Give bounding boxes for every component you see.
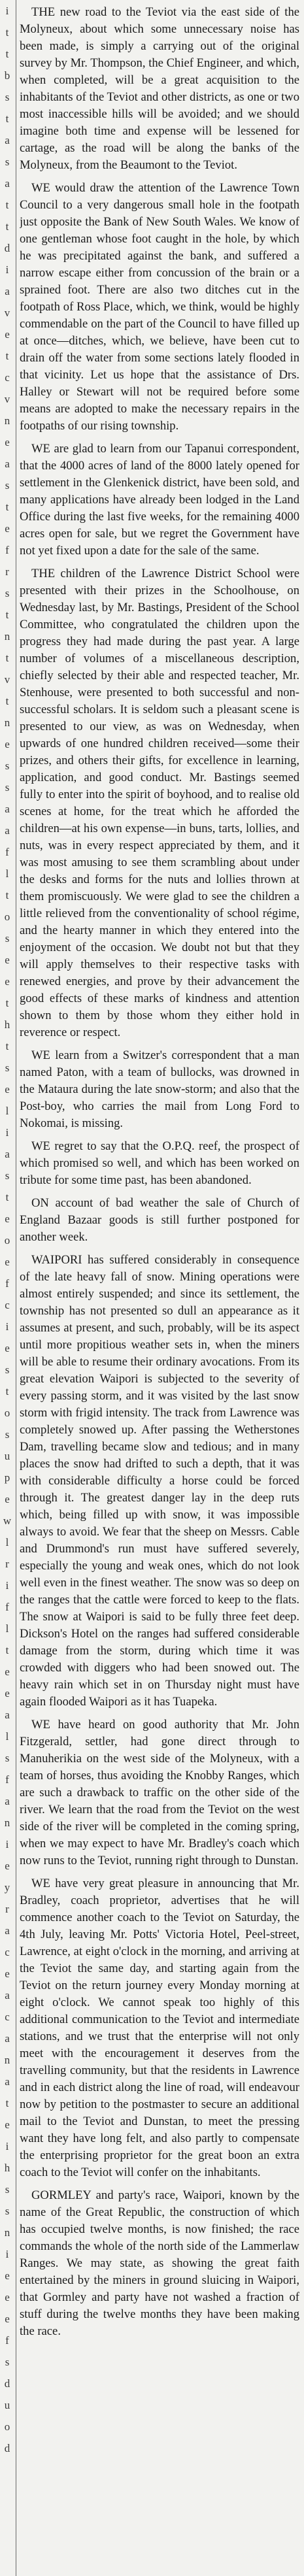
paragraph-footpath-hole: WE would draw the attention of the Lawrence Town Council to a very dangerous small hole in the footpath just opposite the Bank of New South Wales. We know of one gentleman whose foot caught in the hole, by which he was precipitated against the bank, and suffered a narrow escape either from concussion of the brain or a sprained foot. There are also two ditches cut in the footpath of Ross Place, which, we think, would be highly commendable on the part of the Council to have filled up at once—ditches, which, we believe, have been cut to drain off the water from some sections lately flooded in that vicinity. Let us hope that the assistance of Drs. Halley or Stewart will not be required before some means are adopted to make the necessary repairs in the footpaths of our rising township.: [20, 181, 299, 433]
margin-fragment: o: [4, 1234, 10, 1246]
margin-fragment: e: [5, 522, 10, 535]
margin-fragment: t: [5, 2097, 9, 2109]
margin-fragment: e: [5, 738, 10, 750]
margin-fragment: r: [5, 1558, 9, 1570]
margin-fragment: a: [5, 824, 10, 837]
margin-fragment: e: [5, 1342, 10, 1354]
margin-fragment: i: [5, 2248, 9, 2260]
margin-fragment: b: [4, 69, 10, 82]
margin-fragment: t: [5, 199, 9, 211]
margin-fragment: o: [4, 2420, 10, 2433]
margin-fragment: a: [5, 1989, 10, 2001]
margin-fragment: t: [5, 1191, 9, 1203]
margin-fragment: f: [5, 1277, 9, 1290]
paragraph-teviot-coach: WE have very great pleasure in announcing that Mr. Bradley, coach proprietor, advertises that he will commence another coach to the Teviot on Saturday, the 4th July, leaving Mr. Potts' Victoria Hotel, Peel-street, Lawrence, at eight o'clock in the morning, and arriving at the Teviot the same day, and starting again from the Teviot on the return journey every Monday morning at eight o'clock. We cannot speak too highly of this additional communication to the Teviot and intermediate stations, and we trust that the enterprise will not only meet with the encouragement it deserves from the travelling community, but that the residents in Lawrence and in each district along the line of road, will endeavour now by petition to the postmaster to secure an additional mail to the Teviot and Dunstan, to meet the pressing want they have long felt, and also partly to compensate the enterprising proprietor for the great boon an extra coach to the Teviot will confer on the inhabitants.: [20, 1877, 299, 2179]
margin-fragment: c: [5, 2011, 10, 2023]
margin-fragment: d: [4, 2377, 10, 2390]
margin-fragment: s: [5, 479, 10, 492]
margin-fragment: a: [5, 458, 10, 470]
margin-fragment: i: [5, 1126, 9, 1139]
margin-fragment: s: [5, 1363, 10, 1376]
margin-fragment: e: [5, 2118, 10, 2131]
margin-fragment: s: [5, 1169, 10, 1182]
paragraph-gormley-race: GORMLEY and party's race, Waipori, known by the name of the Great Republic, the construction of which has occupied twelve months, is now finished; the race commands the whole of the north side of the Lammerlaw Ranges. We may state, as showing the great faith entertained by the miners in ground sluicing in Waipori, that Gormley and party have not washed a fraction of stuff during the twelve months they have been making the race.: [20, 2188, 299, 2338]
margin-fragment: f: [5, 846, 9, 858]
margin-fragment: e: [5, 2313, 10, 2325]
margin-fragment: s: [5, 2183, 10, 2196]
margin-fragment: t: [5, 1385, 9, 1397]
margin-fragment: t: [5, 220, 9, 233]
margin-fragment: n: [4, 2226, 10, 2239]
margin-fragment: l: [5, 1105, 9, 1117]
margin-fragment: i: [5, 2140, 9, 2152]
margin-fragment: c: [5, 1299, 10, 1311]
margin-fragment: s: [5, 760, 10, 772]
margin-fragment: t: [5, 695, 9, 707]
margin-fragment: r: [5, 565, 9, 578]
news-column: [20, 4, 299, 2573]
margin-fragment: s: [5, 2205, 10, 2217]
margin-fragment: t: [5, 48, 9, 60]
margin-fragment: l: [5, 1730, 9, 1743]
margin-fragment: s: [5, 156, 10, 168]
margin-fragment: f: [5, 544, 9, 556]
margin-fragment: e: [5, 1967, 10, 1980]
margin-fragment: o: [4, 1407, 10, 1419]
paragraph-switzers-drowning: WE learn from a Switzer's correspondent that a man named Paton, with a team of bullocks, was drowned in the Mataura during the late snow-storm; and also that the Post-boy, who carries the mail from Long Ford to Nokomai, is missing.: [20, 1048, 299, 1130]
margin-fragment: e: [5, 2269, 10, 2282]
margin-fragment: a: [5, 177, 10, 190]
margin-fragment: s: [5, 91, 10, 103]
margin-fragment: e: [5, 1083, 10, 1096]
margin-fragment: u: [4, 2399, 10, 2411]
margin-fragment: e: [5, 1493, 10, 1505]
margin-fragment: a: [5, 1795, 10, 1807]
margin-fragment: c: [5, 371, 10, 384]
margin-fragment: s: [5, 932, 10, 945]
paragraph-school-prizes: THE children of the Lawrence District School were presented with their prizes in the Schoolhouse, on Wednesday last, by Mr. Bastings, President of the School Committee, who congratulated the children upon the progress they had made during the past year. A large number of volumes of a miscellaneous description, chiefly selected by their able and respected teacher, Mr. Stenhouse, were presented to both successful and non-successful scholars. It is seldom such a pleasant scene is presented to our view, as was on Wednesday, when upwards of one hundred children received—some their prizes, and others their gifts, for excellence in learning, application, and good conduct. Mr. Bastings seemed fully to enter into the spirit of boyhood, and to realise old scenes at home, for the treat which he afforded the children—at his own expense—in buns, tarts, lollies, and nuts, was in every respect appreciated by them, and it was most amusing to see them scrambling about under the desks and forms for the nuts and lollies thrown at them promiscuously. We were glad to see the children a little relieved from the conventionality of school régime, and the hearty manner in which they entered into the enjoyment of the occasion. We doubt not but that they will apply themselves to their respective tasks with renewed energies, and prove by their advancement the good effects of these marks of kindness and attention shown to them by those whom they either hold in reverence or respect.: [20, 567, 299, 1039]
margin-fragment: t: [5, 350, 9, 362]
margin-fragment: e: [5, 1665, 10, 1678]
margin-fragment: s: [5, 1428, 10, 1441]
margin-fragment: n: [4, 414, 10, 427]
margin-fragment: n: [4, 630, 10, 643]
margin-fragment: t: [5, 501, 9, 513]
margin-fragment: e: [5, 1860, 10, 1872]
margin-fragment: i: [5, 1320, 9, 1333]
margin-fragment: a: [5, 2032, 10, 2045]
margin-fragment: l: [5, 867, 9, 880]
margin-fragment: t: [5, 26, 9, 39]
paragraph-teviot-road: THE new road to the Teviot via the east side of the Molyneux, about which some unnecessary noise has been made, is simply a carrying out of the original survey by Mr. Thompson, the Chief Engineer, and which, when completed, will be a great acquisition to the inhabitants of the Teviot and other districts, as one or two most inaccessible hills will be avoided; and we should imagine both time and expense will be lessened for cartage, as the road will be along the banks of the Molyneux, from the Beaumont to the Teviot.: [20, 5, 299, 172]
margin-fragment: e: [5, 436, 10, 448]
margin-fragment: i: [5, 5, 9, 17]
margin-fragment: s: [5, 1752, 10, 1764]
margin-fragment: s: [5, 781, 10, 794]
paragraph-tapanui-land: WE are glad to learn from our Tapanui correspondent, that the 4000 acres of land of the 8000 lately opened for settlement in the Glenkenick district, have been sold, and many applications have already been lodged in the Land Office during the last five weeks, for the remaining 4000 acres open for sale, but we regret the Government have not yet fixed upon a date for the sale of the same.: [20, 442, 299, 558]
margin-fragment: i: [5, 1579, 9, 1592]
margin-fragment: t: [5, 609, 9, 621]
margin-fragment: f: [5, 1601, 9, 1613]
margin-fragment: a: [5, 803, 10, 815]
margin-fragment: e: [5, 2291, 10, 2303]
margin-fragment: v: [4, 673, 10, 686]
paragraph-waipori-snow: WAIPORI has suffered considerably in consequence of the late heavy fall of snow. Mining operations were almost entirely suspended; and since its settlement, the township has not presented so dull an appearance as it assumes at present, and such, probably, will be its aspect until more propitious weather sets in, when the miners will be able to resume their ordinary avocations. From its great elevation Waipori is subjected to the severity of every passing storm, and it was visited by the last snow storm with frigid intensity. The track from Lawrence was completely snowed up. After passing the Wetherstones Dam, travelling became slow and tedious; and in many places the snow had drifted to such a depth, that it was with considerable difficulty a horse could be forced through it. The greatest danger lay in the deep ruts which, being filled up with snow, it was impossible always to avoid. We fear that the sheep on Messrs. Cable and Drummond's run must have suffered severely, especially the young and weak ones, which do not look well even in the finest weather. The snow was so deep on the ranges that the cattle were forced to keep to the flats. The snow at Waipori is said to be fully three feet deep. Dickson's Hotel on the ranges had suffered considerable damage from the storm, during which time it was crowded with diggers who had been snowed out. The heavy rain which set in on Thursday night must have again flooded Waipori as it has Tuapeka.: [20, 1253, 299, 1709]
margin-fragment: e: [5, 328, 10, 341]
paragraph-bazaar-postponed: ON account of bad weather the sale of Church of England Bazaar goods is still further postponed for another week.: [20, 1196, 299, 1244]
margin-fragment: s: [5, 1062, 10, 1074]
margin-fragment: a: [5, 1709, 10, 1721]
margin-fragment: a: [5, 1148, 10, 1160]
paragraph-opq-reef: WE regret to say that the O.P.Q. reef, the prospect of which promised so well, and which has been worked on tribute for some time past, has been abandoned.: [20, 1139, 299, 1187]
margin-fragment: n: [4, 716, 10, 729]
margin-fragment: h: [4, 1018, 10, 1031]
margin-fragment: v: [4, 393, 10, 405]
margin-fragment: i: [5, 263, 9, 276]
margin-fragment: f: [5, 1773, 9, 1786]
margin-fragment: y: [4, 1881, 10, 1894]
margin-fragment: c: [5, 1946, 10, 1958]
margin-fragment: n: [4, 2054, 10, 2066]
margin-fragment: e: [5, 1687, 10, 1699]
paragraph-manuherikia-route: WE have heard on good authority that Mr. John Fitzgerald, settler, had gone direct through to Manuherikia on the west side of the Molyneux, with a team of horses, thus avoiding the Knobby Ranges, which are such a drawback to traffic on the other side of the river. We learn that the road from the Teviot on the west side of the river will be completed in the coming spring, when we may expect to have Mr. Bradley's coach which now runs to the Teviot, running right through to Dunstan.: [20, 1718, 299, 1867]
margin-fragment: w: [3, 1514, 12, 1527]
margin-fragment: e: [5, 954, 10, 966]
margin-fragment: s: [5, 587, 10, 599]
margin-fragment: a: [5, 2075, 10, 2088]
margin-fragment: t: [5, 652, 9, 664]
margin-fragment: t: [5, 1644, 9, 1656]
margin-fragment: d: [4, 2442, 10, 2454]
margin-fragment: e: [5, 1213, 10, 1225]
margin-fragment: d: [4, 242, 10, 254]
margin-fragment: l: [5, 1536, 9, 1548]
margin-fragment: t: [5, 889, 9, 901]
margin-fragment: t: [5, 997, 9, 1009]
margin-fragment: n: [4, 1816, 10, 1829]
margin-fragment: o: [4, 911, 10, 923]
margin-fragment: t: [5, 1040, 9, 1052]
margin-fragment: e: [5, 975, 10, 988]
margin-fragment: h: [4, 2162, 10, 2174]
margin-fragment: i: [5, 1838, 9, 1850]
left-margin-fragments: [0, 0, 14, 2576]
margin-fragment: e: [5, 1256, 10, 1268]
margin-fragment: a: [5, 1924, 10, 1937]
margin-fragment: v: [4, 307, 10, 319]
margin-fragment: a: [5, 134, 10, 146]
margin-fragment: t: [5, 112, 9, 125]
margin-fragment: a: [5, 285, 10, 297]
margin-fragment: u: [4, 1450, 10, 1462]
margin-fragment: r: [5, 1903, 9, 1915]
margin-fragment: f: [5, 2334, 9, 2347]
margin-fragment: p: [4, 1471, 10, 1484]
margin-fragment: l: [5, 1622, 9, 1635]
margin-fragment: s: [5, 2356, 10, 2368]
